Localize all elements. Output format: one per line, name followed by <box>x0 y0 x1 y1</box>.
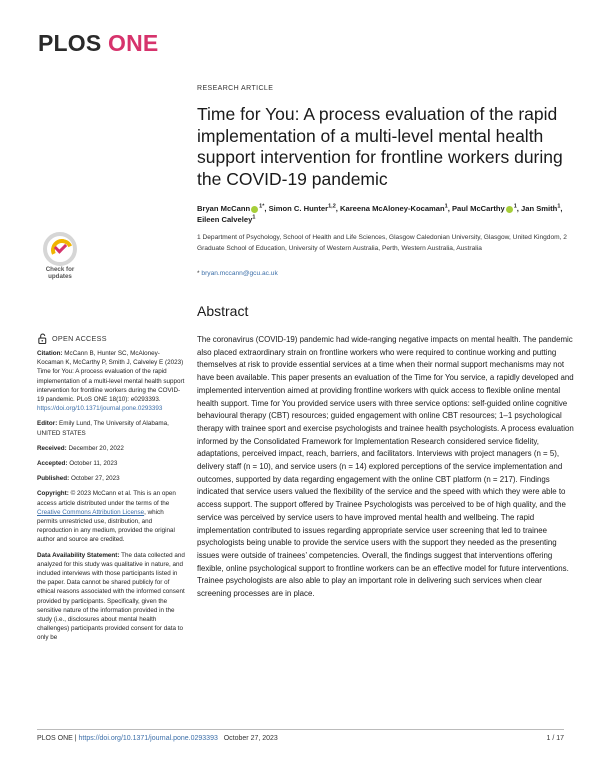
author-name: Eileen Calveley <box>197 215 253 224</box>
page-number: 1 / 17 <box>546 735 564 742</box>
received-label: Received: <box>37 444 67 452</box>
footer-divider <box>37 729 564 730</box>
published-date: October 27, 2023 <box>70 475 120 483</box>
data-availability-block <box>37 551 185 643</box>
copyright-block <box>37 489 185 544</box>
check-updates-line1: Check for <box>45 266 75 273</box>
author-name: Simon C. Hunter <box>268 204 329 213</box>
author-affiliation-sup: 1 <box>252 214 256 221</box>
orcid-icon[interactable] <box>251 206 258 213</box>
author-name: Kareena McAloney-Kocaman <box>340 204 445 213</box>
received-block <box>37 444 185 453</box>
footer-doi-link[interactable]: https://doi.org/10.1371/journal.pone.0293393 <box>78 735 218 742</box>
abstract-text: The coronavirus (COVID-19) pandemic had wide-ranging negative impacts on mental health. The pandemic also placed extraordinary strain on frontline workers who were required to continue working and putting themselves at risk to provide essential services at a time when their normal support mechanisms may not have been available. This paper presents an evaluation of the Time for You service, a rapidly developed and implemented intervention aimed at providing frontline workers with quick access to flexible online mental health support. Time for You provided service users with three service options: self-guided online cognitive behavioural therapy (CBT) resources; guided engagement with online CBT resources; 1–1 psychological therapy with trainee sport and exercise psychologists and trainee health psychologists. A process evaluation informed by the Consolidated Framework for Implementation Research considered service fidelity, adaptations, perceived impact, reach, barriers, and facilitators. Interviews with project managers (n = 5), delivery staff (n = 10), and service users (n = 14) explored perceptions of the service implementation and outcomes, supported by data regarding engagement with the online CBT platform (n = 217). Findings indicated that service users valued the flexibility of the service and the speed with which they were able to access support. The support offered by Trainee Psychologists was perceived to be of high quality, and the service was perceived by service users to have improved mental health and wellbeing. The rapid implementation contributed to issues regarding appropriate service user screening that led to trainee psychologists being unable to provide the service users with the support they needed as the presenting issues were outside of trainees’ competencies. Overall, the findings suggest that interventions offering flexible, online psychological support to frontline workers can be an effective model for future interventions. Trainee psychologists are also able to play an important role in delivering such services when clear screening processes are in place. <box>197 335 574 599</box>
author-affiliation-sup: 1 <box>557 203 561 210</box>
open-lock-icon <box>37 333 48 344</box>
open-access-label: OPEN ACCESS <box>52 334 107 343</box>
email-link[interactable]: bryan.mccann@gcu.ac.uk <box>201 270 278 277</box>
check-updates-icon <box>43 232 77 266</box>
logo-plos: PLOS <box>38 30 102 56</box>
data-availability-label: Data Availability Statement: <box>37 551 120 559</box>
author-affiliation-sup: 1,2 <box>328 203 336 210</box>
citation-doi-link[interactable]: https://doi.org/10.1371/journal.pone.0293393 <box>37 405 163 413</box>
check-updates-line2: updates <box>48 273 72 280</box>
editor-text: Emily Lund, The University of Alabama, UNITED STATES <box>37 420 169 437</box>
accepted-block <box>37 459 185 468</box>
orcid-icon[interactable] <box>506 206 513 213</box>
author-name: Paul McCarthy <box>451 204 505 213</box>
open-access-badge <box>37 333 185 344</box>
copyright-label: Copyright: <box>37 490 69 498</box>
author-affiliation-sup: 1 <box>513 203 517 210</box>
footer-date: October 27, 2023 <box>223 735 278 742</box>
copyright-text-1: © 2023 McCann et al. This is an open access article distributed under the terms of the <box>37 490 176 507</box>
editor-block <box>37 419 185 437</box>
accepted-date: October 11, 2023 <box>69 460 118 468</box>
logo-one: ONE <box>108 30 159 56</box>
license-link[interactable]: Creative Commons Attribution License <box>37 508 145 516</box>
affiliations: 1 Department of Psychology, School of Health and Life Sciences, Glasgow Caledonian University, Glasgow, United Kingdom, 2 Graduate School of Education, University of Western Australia, Perth, Western Australia, Australia <box>197 234 567 252</box>
author-name: Bryan McCann <box>197 204 251 213</box>
author-name: Jan Smith <box>521 204 558 213</box>
author-list: Bryan McCann $^{1*}$, Simon C. Hunter$^{1,2}$, Kareena McAloney-Kocaman$^1$, Paul McCarthy $^1$, Jan Smith$^1$, Eileen Calveley$^1$ <box>197 203 563 224</box>
published-label: Published: <box>37 475 70 483</box>
journal-logo <box>38 30 158 57</box>
accepted-label: Accepted: <box>37 460 68 468</box>
published-block <box>37 474 185 483</box>
article-title: Time for You: A process evaluation of the rapid implementation of a multi-level mental health support intervention for frontline workers during the COVID-19 pandemic <box>197 104 563 189</box>
page-footer <box>37 735 564 742</box>
author-affiliation-sup: 1 <box>444 203 448 210</box>
citation-block <box>37 349 185 413</box>
editor-label: Editor: <box>37 420 58 428</box>
received-date: December 20, 2022 <box>68 444 124 452</box>
citation-label: Citation: <box>37 350 63 357</box>
author-affiliation-sup: 1* <box>259 203 265 210</box>
footer-separator: | <box>74 735 77 742</box>
abstract-heading: Abstract <box>197 303 249 319</box>
corresponding-author <box>197 270 278 277</box>
data-availability-text: The data collected and analyzed for this study was qualitative in nature, and included interviews with those participants listed in the paper. Data cannot be shared publicly for of ethical reasons associated with the informed consent provided by participants. Specifically, given the sensitive nature of the information provided in the study (i.e., disclosures about mental health challenges) participants provided consent for data to only be <box>37 551 185 642</box>
article-type: RESEARCH ARTICLE <box>197 85 274 92</box>
footer-journal: PLOS ONE <box>37 735 73 742</box>
asterisk-mark: * <box>197 270 202 277</box>
copyright-text-2: , which permits unrestricted use, distribution, and reproduction in any medium, provided the original author and source are credited. <box>37 508 175 544</box>
article-sidebar <box>37 333 185 649</box>
check-updates-text <box>37 266 83 280</box>
check-for-updates-badge[interactable] <box>37 232 83 284</box>
citation-text: McCann B, Hunter SC, McAloney-Kocaman K, McCarthy P, Smith J, Calveley E (2023) Time for You: A process evaluation of the rapid implementation of a multi-level mental health support intervention for frontline workers during the COVID-19 pandemic. PLoS ONE 18(10): e0293393. <box>37 350 185 404</box>
